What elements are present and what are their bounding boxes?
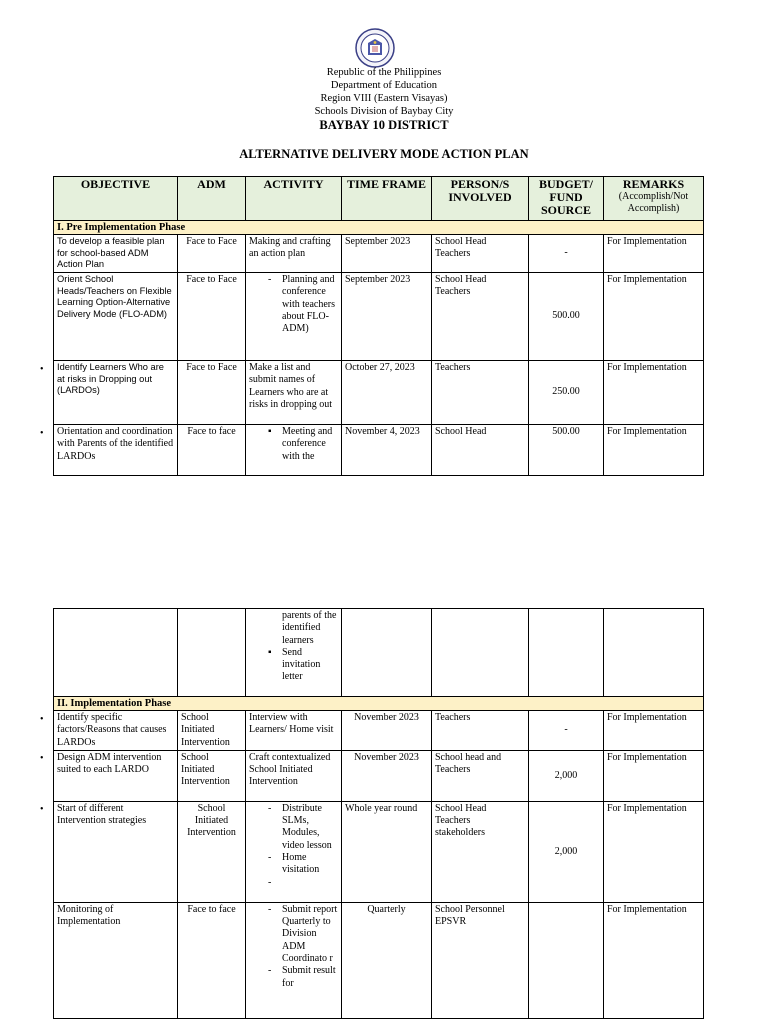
phase-label: I. Pre Implementation Phase	[54, 221, 704, 235]
column-header-time-frame: TIME FRAME	[342, 177, 432, 221]
cell-time: November 4, 2023	[342, 425, 432, 476]
list-bullet: •	[40, 714, 44, 725]
cell-remarks	[604, 609, 704, 697]
cell-objective: To develop a feasible plan for school-based ADM Action Plan	[54, 235, 178, 273]
deped-seal-icon	[355, 28, 395, 68]
activity-list	[249, 610, 338, 684]
column-header-remarks	[604, 177, 704, 221]
action-plan-table	[53, 176, 704, 476]
item-text: Planning and conference with teachers about FLO-ADM)	[282, 274, 336, 335]
cell-activity	[246, 801, 342, 902]
activity-item	[268, 852, 338, 877]
column-header-activity: ACTIVITY	[246, 177, 342, 221]
person: School Head	[435, 274, 487, 285]
item-text: parents of the identified learners	[282, 610, 337, 646]
cell-activity: Craft contextualized School Initiated Intervention	[246, 750, 342, 801]
activity-list	[249, 803, 338, 889]
remarks-label: REMARKS	[622, 177, 685, 191]
cell-persons	[432, 273, 529, 361]
header-line-republic: Republic of the Philippines	[326, 67, 442, 78]
item-text: Distribute SLMs, Modules, video lesson	[282, 802, 332, 851]
column-header-adm: ADM	[178, 177, 246, 221]
item-text: Submit result for	[282, 965, 336, 989]
item-text: Send invitation letter	[282, 646, 321, 683]
cell-activity	[246, 902, 342, 1018]
cell-objective: Start of different Intervention strategies	[54, 801, 178, 902]
cell-budget	[529, 609, 604, 697]
person: EPSVR	[435, 916, 467, 928]
table-row	[54, 902, 704, 1018]
cell-objective: Orientation and coordination with Parents of the identified LARDOs	[54, 425, 178, 476]
item-text: Meeting and conference with the	[282, 426, 333, 462]
cell-time	[342, 609, 432, 697]
activity-item	[268, 876, 338, 889]
cell-budget	[529, 902, 604, 1018]
action-plan-table-continued	[53, 608, 704, 1019]
cell-remarks: For Implementation	[604, 425, 704, 476]
plan-title: ALTERNATIVE DELIVERY MODE ACTION PLAN	[239, 147, 529, 161]
table-row	[54, 750, 704, 801]
cell-activity	[246, 609, 342, 697]
person: Teachers	[435, 248, 471, 260]
column-header-budget: BUDGET/ FUND SOURCE	[529, 177, 604, 221]
cell-time: October 27, 2023	[342, 361, 432, 425]
cell-persons	[432, 425, 529, 476]
list-bullet: •	[40, 753, 44, 764]
cell-remarks: For Implementation	[604, 801, 704, 902]
cell-remarks: For Implementation	[604, 361, 704, 425]
cell-activity: Make a list and submit names of Learners who are at risks in dropping out	[246, 361, 342, 425]
person: Teachers	[435, 286, 471, 298]
activity-list	[249, 904, 338, 990]
activity-item	[282, 610, 338, 647]
cell-adm: School Initiated Intervention	[178, 750, 246, 801]
item-marker: ▪	[268, 646, 272, 658]
activity-item	[268, 802, 338, 852]
cell-adm: Face to Face	[178, 235, 246, 273]
cell-budget: 500.00	[529, 425, 604, 476]
person: Teachers	[435, 815, 471, 827]
remarks-sublabel: (Accomplish/Not Accomplish)	[618, 191, 689, 214]
cell-objective: Design ADM intervention suited to each LARDO	[54, 750, 178, 801]
cell-budget: -	[529, 711, 604, 751]
cell-budget: 250.00	[529, 361, 604, 425]
table-row	[54, 425, 704, 476]
person: School head and Teachers	[435, 751, 502, 776]
column-header-persons: PERSON/S INVOLVED	[432, 177, 529, 221]
item-marker: -	[268, 852, 272, 864]
cell-adm: Face to Face	[178, 361, 246, 425]
cell-remarks: For Implementation	[604, 711, 704, 751]
item-marker: -	[268, 802, 272, 814]
cell-activity	[246, 273, 342, 361]
cell-objective: Orient School Heads/Teachers on Flexible Learning Option-Alternative Delivery Mode (FLO-ADM)	[54, 273, 178, 361]
cell-activity	[246, 425, 342, 476]
cell-adm	[178, 609, 246, 697]
cell-adm: Face to Face	[178, 273, 246, 361]
list-bullet: •	[40, 364, 44, 375]
cell-time: Whole year round	[342, 801, 432, 902]
cell-adm: Face to face	[178, 902, 246, 1018]
cell-persons	[432, 609, 529, 697]
cell-budget: 500.00	[529, 273, 604, 361]
cell-persons	[432, 361, 529, 425]
item-marker: -	[268, 903, 272, 915]
cell-time: Quarterly	[342, 902, 432, 1018]
table-row-continued	[54, 609, 704, 697]
cell-time: September 2023	[342, 235, 432, 273]
person: Teachers	[435, 712, 471, 723]
cell-persons	[432, 750, 529, 801]
item-text	[282, 877, 285, 888]
cell-adm: School Initiated Intervention	[178, 801, 246, 902]
phase-row	[54, 221, 704, 235]
item-marker: -	[268, 965, 272, 977]
header-line-division: Schools Division of Baybay City	[314, 106, 454, 117]
item-text: Submit report Quarterly to Division ADM Coordinato r	[282, 903, 338, 965]
list-bullet: •	[40, 428, 44, 439]
person: School Head	[435, 426, 487, 437]
cell-activity: Interview with Learners/ Home visit	[246, 711, 342, 751]
person: stakeholders	[435, 827, 485, 839]
cell-remarks: For Implementation	[604, 750, 704, 801]
cell-objective	[54, 609, 178, 697]
table-row	[54, 711, 704, 751]
cell-persons	[432, 801, 529, 902]
list-bullet: •	[40, 804, 44, 815]
table-row	[54, 273, 704, 361]
cell-objective: Identify Learners Who are at risks in Dropping out (LARDOs)	[54, 361, 178, 425]
cell-activity: Making and crafting an action plan	[246, 235, 342, 273]
person: School Head	[435, 236, 487, 247]
activity-item	[268, 903, 338, 965]
cell-adm: School Initiated Intervention	[178, 711, 246, 751]
activity-item	[268, 274, 338, 335]
cell-remarks: For Implementation	[604, 902, 704, 1018]
column-header-objective: OBJECTIVE	[54, 177, 178, 221]
activity-list	[249, 274, 338, 335]
item-marker: ▪	[268, 426, 272, 437]
item-marker: -	[268, 274, 272, 285]
header-line-region: Region VIII (Eastern Visayas)	[320, 93, 448, 104]
item-marker: -	[268, 876, 272, 888]
phase-label: II. Implementation Phase	[54, 697, 704, 711]
cell-persons	[432, 902, 529, 1018]
cell-persons	[432, 235, 529, 273]
header-line-department: Department of Education	[330, 80, 438, 91]
cell-time: November 2023	[342, 711, 432, 751]
cell-budget: 2,000	[529, 801, 604, 902]
table-row	[54, 361, 704, 425]
cell-remarks: For Implementation	[604, 273, 704, 361]
person: School Personnel	[435, 903, 505, 915]
item-text: Home visitation	[282, 852, 320, 876]
cell-time: November 2023	[342, 750, 432, 801]
cell-remarks: For Implementation	[604, 235, 704, 273]
activity-item	[268, 426, 338, 463]
cell-objective: Monitoring of Implementation	[54, 902, 178, 1018]
table-header-row	[54, 177, 704, 221]
activity-list	[249, 426, 338, 463]
phase-row	[54, 697, 704, 711]
cell-adm: Face to face	[178, 425, 246, 476]
person: School Head	[435, 802, 487, 814]
table-row	[54, 801, 704, 902]
cell-persons	[432, 711, 529, 751]
cell-budget: -	[529, 235, 604, 273]
cell-time: September 2023	[342, 273, 432, 361]
person: Teachers	[435, 362, 471, 373]
cell-objective: Identify specific factors/Reasons that causes LARDOs	[54, 711, 178, 751]
activity-item	[268, 646, 338, 684]
table-row	[54, 235, 704, 273]
cell-budget: 2,000	[529, 750, 604, 801]
activity-item	[268, 965, 338, 990]
district-title: BAYBAY 10 DISTRICT	[319, 118, 449, 132]
